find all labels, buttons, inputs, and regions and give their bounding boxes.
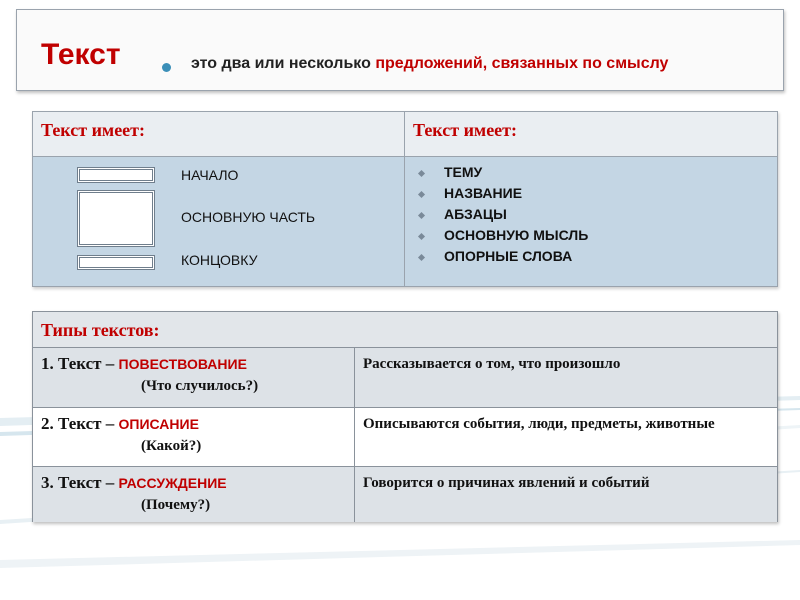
type-prefix: 3. Текст – bbox=[41, 473, 119, 492]
type-prefix: 1. Текст – bbox=[41, 354, 119, 373]
type-description: Говорится о причинах явлений и событий bbox=[363, 475, 650, 491]
part-label-end: КОНЦОВКУ bbox=[181, 252, 258, 268]
type-description: Описываются события, люди, предметы, животные bbox=[363, 416, 715, 432]
text-types-table bbox=[32, 311, 778, 522]
square-bullet-icon bbox=[418, 170, 425, 177]
type-name: ПОВЕСТВОВАНИЕ bbox=[118, 356, 247, 372]
text-start-frame-icon bbox=[77, 167, 155, 183]
list-item bbox=[419, 246, 588, 267]
type-line bbox=[41, 412, 346, 436]
type-cell bbox=[33, 467, 355, 522]
list-item bbox=[419, 225, 588, 246]
features-list bbox=[419, 162, 588, 267]
part-label-start: НАЧАЛО bbox=[181, 167, 239, 183]
list-item bbox=[419, 162, 588, 183]
structure-table bbox=[32, 111, 778, 287]
square-bullet-icon bbox=[418, 233, 425, 240]
table-row bbox=[33, 348, 777, 407]
table-row bbox=[33, 466, 777, 522]
text-types-header: Типы текстов: bbox=[33, 312, 777, 348]
definition-highlight: предложений, связанных по смыслу bbox=[375, 55, 669, 72]
feature-label: ОСНОВНУЮ МЫСЛЬ bbox=[444, 227, 589, 243]
title-word: Текст bbox=[41, 38, 121, 71]
type-prefix: 2. Текст – bbox=[41, 414, 119, 433]
list-item bbox=[419, 183, 588, 204]
type-question: (Что случилось?) bbox=[141, 378, 259, 394]
structure-features-cell bbox=[405, 156, 777, 286]
part-label-main: ОСНОВНУЮ ЧАСТЬ bbox=[181, 209, 316, 225]
title-box bbox=[16, 9, 784, 91]
type-cell bbox=[33, 408, 355, 467]
type-description: Рассказывается о том, что произошло bbox=[363, 356, 621, 372]
text-end-frame-icon bbox=[77, 255, 155, 270]
type-name: ОПИСАНИЕ bbox=[118, 416, 199, 432]
list-item bbox=[419, 204, 588, 225]
type-cell bbox=[33, 348, 355, 407]
feature-label: АБЗАЦЫ bbox=[444, 206, 507, 222]
type-question: (Какой?) bbox=[141, 438, 202, 454]
definition-plain: это два или несколько bbox=[191, 55, 376, 72]
table-row bbox=[33, 407, 777, 467]
type-name: РАССУЖДЕНИЕ bbox=[118, 475, 227, 491]
square-bullet-icon bbox=[418, 212, 425, 219]
structure-left-header: Текст имеет: bbox=[33, 112, 405, 156]
title-definition bbox=[191, 55, 668, 73]
type-line bbox=[41, 352, 346, 376]
feature-label: ОПОРНЫЕ СЛОВА bbox=[444, 248, 573, 264]
text-body-frame-icon bbox=[77, 190, 155, 247]
structure-parts-cell bbox=[33, 156, 405, 286]
bullet-dot-icon bbox=[162, 63, 171, 72]
type-line bbox=[41, 471, 346, 495]
structure-right-header: Текст имеет: bbox=[405, 112, 777, 156]
square-bullet-icon bbox=[418, 254, 425, 261]
square-bullet-icon bbox=[418, 191, 425, 198]
feature-label: ТЕМУ bbox=[444, 164, 483, 180]
feature-label: НАЗВАНИЕ bbox=[444, 185, 523, 201]
type-question: (Почему?) bbox=[141, 497, 211, 513]
